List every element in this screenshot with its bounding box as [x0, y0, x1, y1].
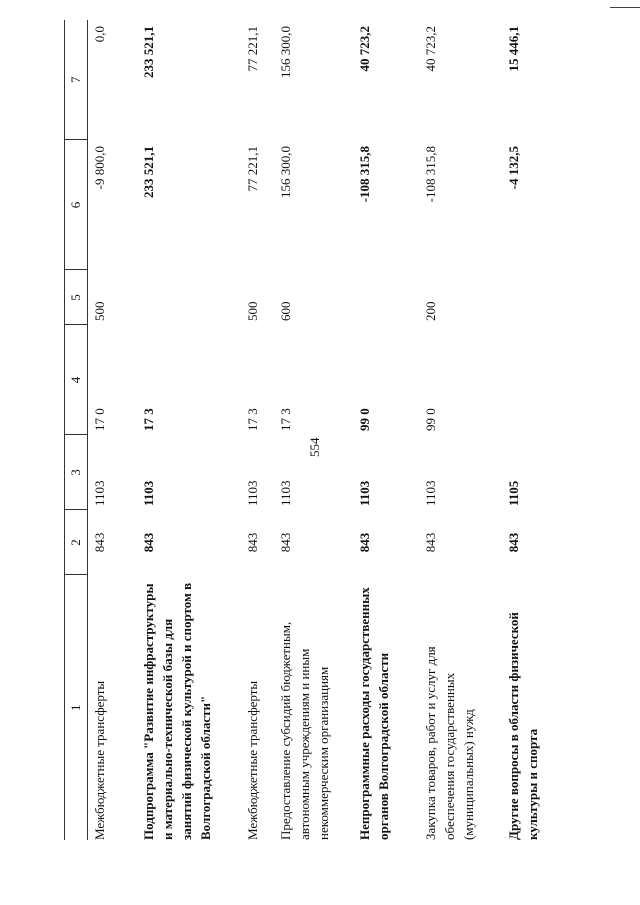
cell-expense-type: 500 [245, 301, 260, 321]
cell-section-code: 1103 [278, 480, 293, 506]
cell-section-code: 1103 [141, 480, 156, 506]
row-spacer-cell [335, 20, 353, 840]
cell-admin-code: 843 [141, 532, 156, 553]
table-row [88, 20, 112, 840]
cell-name: Непрограммные расходы государственных органов Волгоградской области [357, 587, 391, 840]
row-spacer [395, 20, 419, 840]
cell-change: 156 300,0 [278, 146, 293, 198]
table-row [137, 20, 217, 840]
cell-total: 156 300,0 [278, 26, 293, 78]
cell-expense-type [502, 270, 544, 325]
cell-name: Предоставление субсидий бюджетным, автономным учреждениям и иным некоммерческим организациям [278, 621, 331, 840]
cell-total: 77 221,1 [245, 26, 260, 72]
row-spacer [335, 20, 353, 840]
cell-admin-code: 843 [423, 532, 438, 553]
cell-total: 0,0 [92, 26, 107, 43]
rotated-table-container [64, 20, 604, 840]
row-spacer [217, 20, 241, 840]
header-cell-6: 6 [65, 140, 88, 270]
header-cell-7: 7 [65, 20, 88, 140]
cell-change: -4 132,5 [506, 146, 521, 190]
cell-admin-code: 843 [92, 532, 107, 553]
row-spacer [480, 20, 502, 840]
cell-change: -9 800,0 [92, 146, 107, 190]
cell-change: -108 315,8 [423, 146, 438, 203]
cell-expense-type: 600 [278, 301, 293, 321]
corner-mark [610, 7, 640, 8]
cell-change: 233 521,1 [141, 146, 156, 198]
budget-table [64, 20, 544, 840]
cell-target-code: 17 3 [245, 408, 260, 431]
page-number: 554 [307, 437, 322, 457]
header-cell-5: 5 [65, 270, 88, 325]
table-body [88, 20, 545, 840]
cell-admin-code: 843 [245, 532, 260, 553]
header-cell-3: 3 [65, 435, 88, 510]
row-spacer [111, 20, 137, 840]
cell-section-code: 1103 [423, 480, 438, 506]
cell-target-code: 17 0 [92, 408, 107, 431]
cell-name: Закупка товаров, работ и услуг для обеспечения государственных (муниципальных) нужд [423, 646, 476, 840]
header-row [65, 20, 88, 840]
cell-expense-type: 500 [92, 301, 107, 321]
table-row [241, 20, 264, 840]
cell-admin-code: 843 [506, 532, 521, 553]
row-spacer-cell [480, 20, 502, 840]
cell-expense-type: 200 [423, 301, 438, 321]
cell-section-code: 1103 [245, 480, 260, 506]
table-row [419, 20, 480, 840]
cell-name: Межбюджетные трансферты [245, 680, 260, 840]
cell-total: 15 446,1 [506, 26, 521, 72]
cell-name: Другие вопросы в области физической культуры и спорта [506, 612, 540, 840]
row-spacer-cell [217, 20, 241, 840]
table-row [274, 20, 335, 840]
cell-section-code: 1103 [92, 480, 107, 506]
table-row [353, 20, 395, 840]
row-spacer-cell [264, 20, 274, 840]
row-spacer-cell [111, 20, 137, 840]
row-spacer [264, 20, 274, 840]
cell-section-code: 1105 [506, 480, 521, 506]
header-cell-4: 4 [65, 325, 88, 435]
cell-total: 233 521,1 [141, 26, 156, 78]
table-row [502, 20, 544, 840]
cell-total: 40 723,2 [357, 26, 372, 72]
cell-admin-code: 843 [278, 532, 293, 553]
cell-change: 77 221,1 [245, 146, 260, 192]
header-cell-2: 2 [65, 510, 88, 575]
cell-section-code: 1103 [357, 480, 372, 506]
cell-name: Подпрограмма "Развитие инфраструктуры и материально-технической базы для занятий физической культурой и спортом в Волгоградской области" [141, 582, 213, 840]
cell-target-code [502, 325, 544, 435]
header-cell-1: 1 [65, 575, 88, 840]
cell-target-code: 99 0 [357, 408, 372, 431]
cell-total: 40 723,2 [423, 26, 438, 72]
cell-target-code: 99 0 [423, 408, 438, 431]
cell-change: -108 315,8 [357, 146, 372, 203]
cell-name: Межбюджетные трансферты [92, 680, 107, 840]
cell-target-code: 17 3 [278, 408, 293, 431]
cell-target-code: 17 3 [141, 408, 156, 431]
cell-expense-type [353, 270, 395, 325]
cell-admin-code: 843 [357, 532, 372, 553]
cell-expense-type [137, 270, 217, 325]
row-spacer-cell [395, 20, 419, 840]
